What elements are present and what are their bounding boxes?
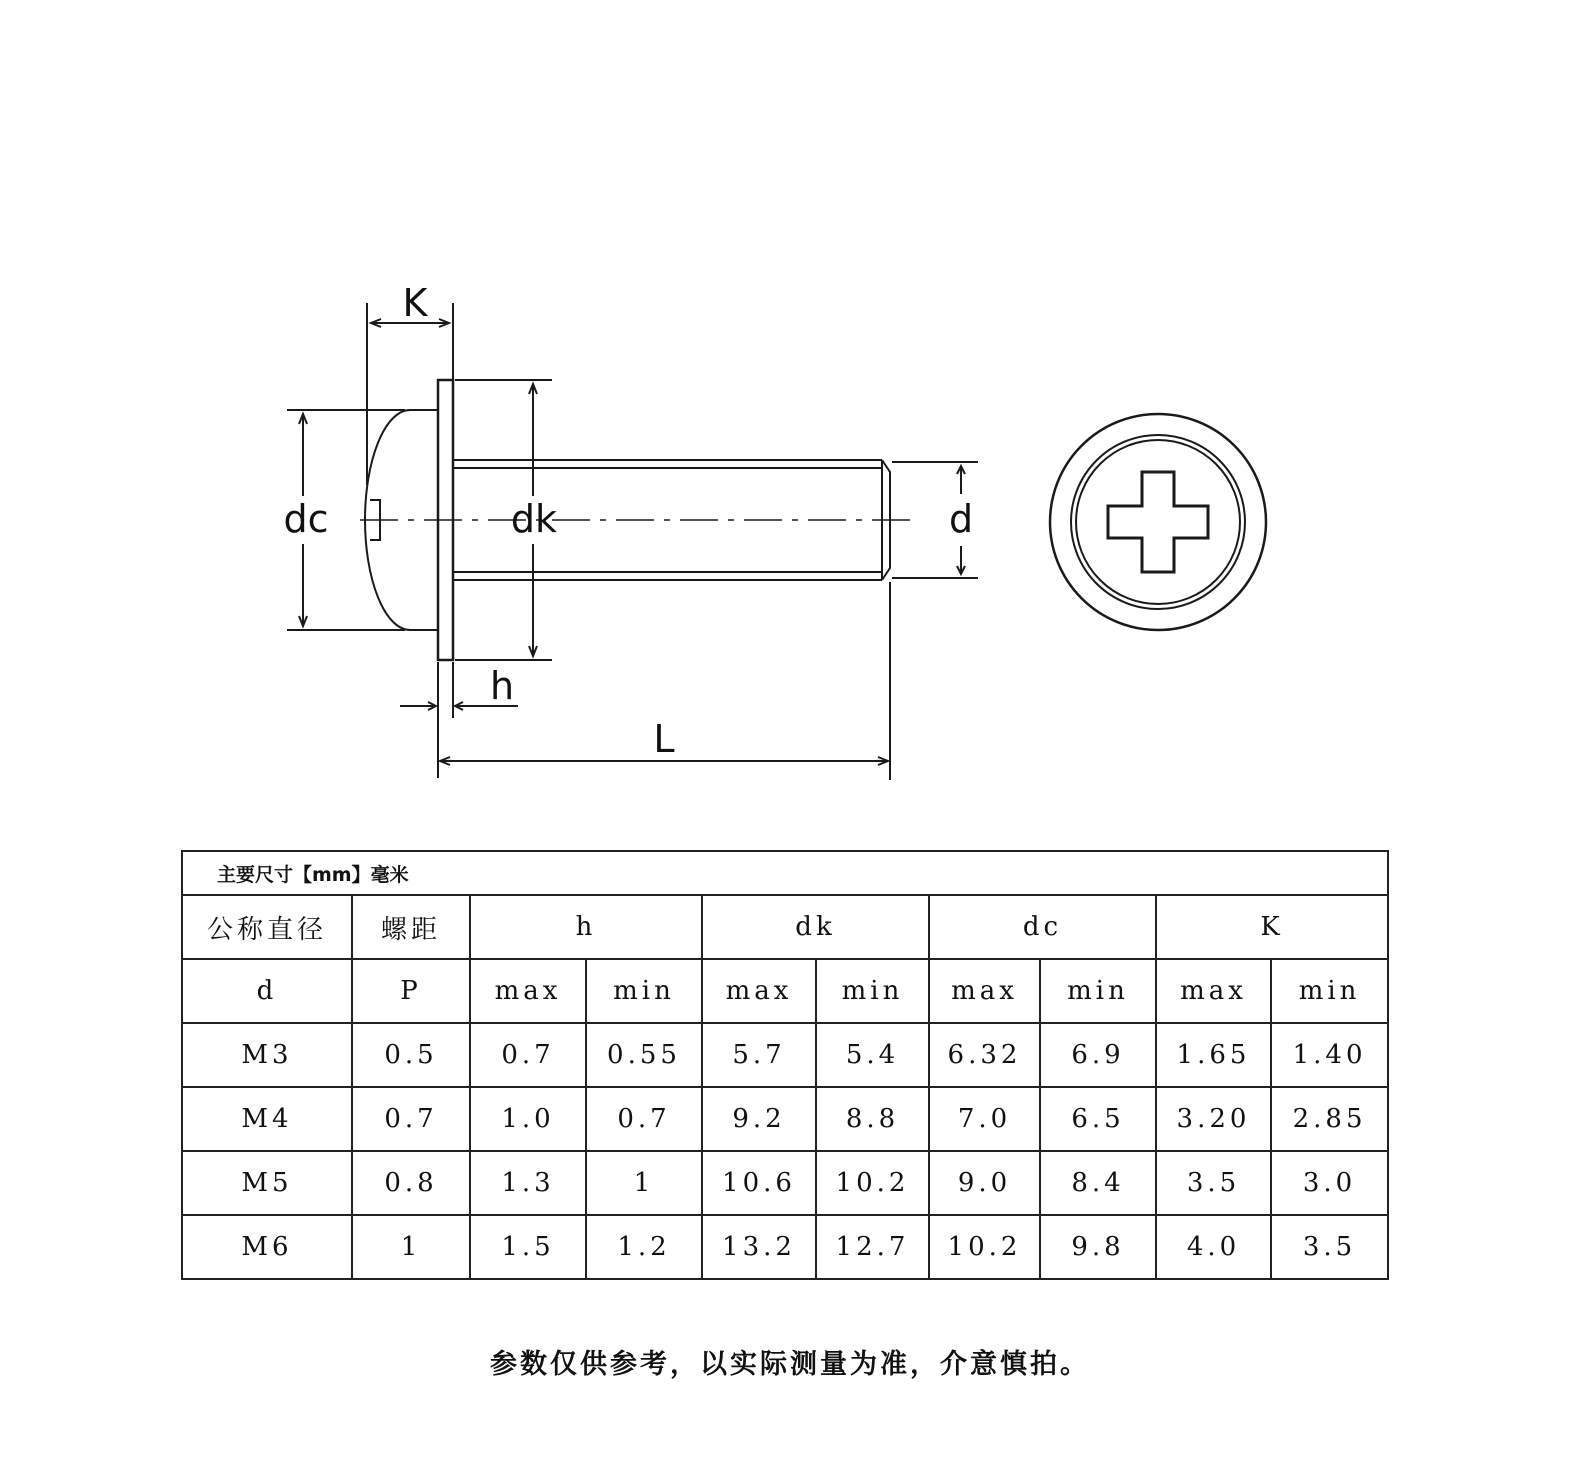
table-row [182,1215,1388,1279]
table-cell: M3 [182,1023,352,1087]
table-cell: 1.40 [1271,1023,1388,1087]
table-cell: 1.0 [470,1087,586,1151]
k-dimension [367,303,453,485]
header-group-h: h [470,895,702,959]
dimension-table [181,850,1389,1280]
table-cell: 0.5 [352,1023,470,1087]
table-cell: 0.7 [352,1087,470,1151]
header-dk-max: max [702,959,816,1023]
table-cell: 6.9 [1040,1023,1156,1087]
table-row [182,1151,1388,1215]
l-label: L [653,717,675,761]
table-cell: 2.85 [1271,1087,1388,1151]
disclaimer-note: 参数仅供参考，以实际测量为准，介意慎拍。 [490,1349,1090,1380]
header-nominal-diameter: 公称直径 [182,895,352,959]
header-k-max: max [1156,959,1271,1023]
table-cell: M6 [182,1215,352,1279]
header-dc-max: max [929,959,1040,1023]
table-cell: 3.20 [1156,1087,1271,1151]
table-cell: 9.2 [702,1087,816,1151]
header-dc-min: min [1040,959,1156,1023]
table-cell: 7.0 [929,1087,1040,1151]
header-nominal-symbol: d [182,959,352,1023]
table-cell: 1 [586,1151,702,1215]
header-pitch-symbol: P [352,959,470,1023]
table-cell: 3.5 [1156,1151,1271,1215]
end-view-head [1050,414,1266,630]
header-group-dc: dc [929,895,1156,959]
table-cell: 5.7 [702,1023,816,1087]
k-label: K [402,281,428,325]
table-cell: M5 [182,1151,352,1215]
dk-label: dk [510,497,558,541]
table-cell: 1.65 [1156,1023,1271,1087]
table-cell: 3.0 [1271,1151,1388,1215]
header-h-max: max [470,959,586,1023]
table-cell: 0.55 [586,1023,702,1087]
table-cell: M4 [182,1087,352,1151]
table-cell: 1.2 [586,1215,702,1279]
table-cell: 10.2 [929,1215,1040,1279]
header-k-min: min [1271,959,1388,1023]
table-cell: 10.2 [816,1151,929,1215]
table-cell: 9.0 [929,1151,1040,1215]
h-label: h [489,664,515,708]
dc-label: dc [283,497,329,541]
table-cell: 4.0 [1156,1215,1271,1279]
table-cell: 10.6 [702,1151,816,1215]
header-pitch: 螺距 [352,895,470,959]
table-row [182,1023,1388,1087]
table-cell: 6.32 [929,1023,1040,1087]
table-cell: 1 [352,1215,470,1279]
table-cell: 8.8 [816,1087,929,1151]
table-cell: 8.4 [1040,1151,1156,1215]
table-cell: 5.4 [816,1023,929,1087]
phillips-cross-recess [1108,472,1208,572]
table-cell: 12.7 [816,1215,929,1279]
d-label: d [948,497,974,541]
header-h-min: min [586,959,702,1023]
header-group-k: K [1156,895,1388,959]
table-cell: 0.7 [586,1087,702,1151]
table-cell: 6.5 [1040,1087,1156,1151]
table-cell: 3.5 [1271,1215,1388,1279]
table-cell: 9.8 [1040,1215,1156,1279]
header-dk-min: min [816,959,929,1023]
table-cell: 1.3 [470,1151,586,1215]
header-group-dk: dk [702,895,929,959]
table-title: 主要尺寸【mm】毫米 [182,851,1388,895]
table-cell: 0.8 [352,1151,470,1215]
table-cell: 0.7 [470,1023,586,1087]
table-row [182,1087,1388,1151]
table-cell: 1.5 [470,1215,586,1279]
table-cell: 13.2 [702,1215,816,1279]
